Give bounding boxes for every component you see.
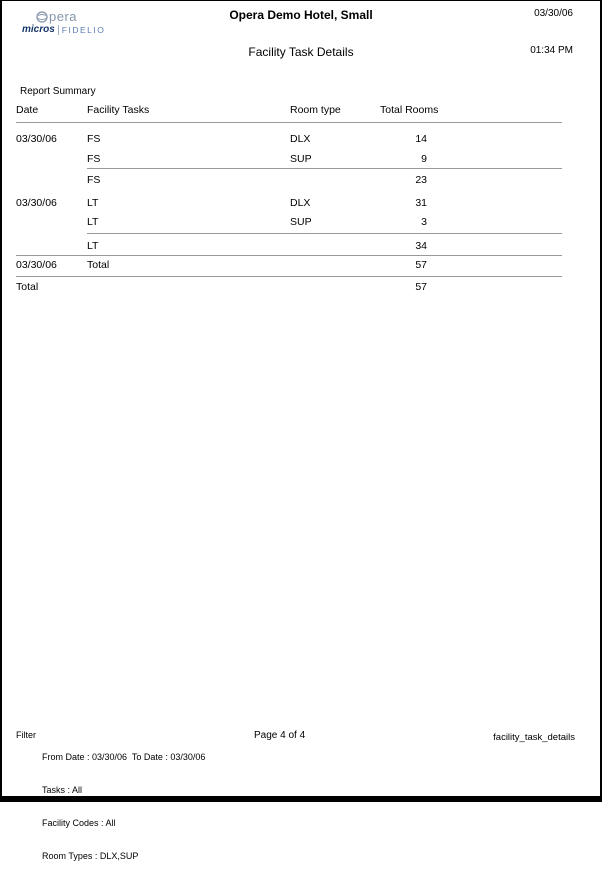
cell-task: FS	[87, 153, 101, 165]
filter-criteria	[42, 730, 205, 884]
cell-date: 03/30/06	[16, 133, 57, 145]
filter-room-types: Room Types : DLX,SUP	[42, 851, 139, 861]
table-row	[2, 153, 600, 166]
cell-total: 14	[415, 133, 427, 145]
filter-label: Filter	[16, 730, 36, 740]
column-header-facility-tasks: Facility Tasks	[87, 104, 150, 116]
page-title: Facility Task Details	[248, 45, 354, 59]
page-indicator: Page 4 of 4	[254, 730, 306, 741]
table-row-subtotal	[2, 240, 600, 253]
report-file-name: facility_task_details	[493, 732, 575, 743]
header-date: 03/30/06	[534, 8, 573, 19]
cell-room: SUP	[290, 153, 312, 165]
column-header-room-type: Room type	[290, 104, 341, 116]
cell-task: Total	[87, 259, 110, 271]
cell-task: FS	[87, 174, 101, 186]
cell-task: FS	[87, 133, 101, 145]
cell-date: 03/30/06	[16, 259, 57, 271]
cell-task: LT	[87, 216, 99, 228]
report-summary-label: Report Summary	[20, 86, 96, 97]
hotel-name: Opera Demo Hotel, Small	[229, 8, 373, 22]
column-header-total-rooms: Total Rooms	[380, 104, 439, 116]
total-separator-line	[16, 255, 562, 256]
header-time: 01:34 PM	[530, 45, 573, 56]
cell-room: DLX	[290, 133, 311, 145]
cell-date: Total	[16, 281, 39, 293]
cell-total: 9	[421, 153, 427, 165]
cell-total: 57	[415, 281, 427, 293]
cell-total: 23	[415, 174, 427, 186]
table-row-subtotal	[2, 174, 600, 187]
table-row-date-total	[2, 259, 600, 272]
cell-total: 3	[421, 216, 427, 228]
subtotal-separator-line	[87, 168, 562, 169]
grand-total-separator-line	[16, 276, 562, 277]
micros-fidelio-logo	[22, 24, 105, 35]
cell-total: 57	[415, 259, 427, 271]
filter-tasks: Tasks : All	[42, 785, 83, 795]
column-header-date: Date	[16, 104, 39, 116]
cell-total: 34	[415, 240, 427, 252]
filter-facility-codes: Facility Codes : All	[42, 818, 116, 828]
fidelio-logo-text: FIDELIO	[61, 24, 106, 35]
table-row-grand-total	[2, 281, 600, 294]
header-separator-line	[16, 122, 562, 123]
cell-room: DLX	[290, 197, 311, 209]
cell-total: 31	[415, 197, 427, 209]
cell-date: 03/30/06	[16, 197, 57, 209]
table-row	[2, 197, 600, 210]
cell-task: LT	[87, 240, 99, 252]
cell-room: SUP	[290, 216, 312, 228]
table-row	[2, 133, 600, 146]
table-row	[2, 216, 600, 229]
logo-divider	[58, 25, 59, 35]
opera-logo-text: pera	[49, 9, 78, 24]
filter-date-range: From Date : 03/30/06 To Date : 03/30/06	[42, 752, 206, 762]
subtotal-separator-line	[87, 233, 562, 234]
micros-logo-text: micros	[22, 24, 55, 35]
cell-task: LT	[87, 197, 99, 209]
